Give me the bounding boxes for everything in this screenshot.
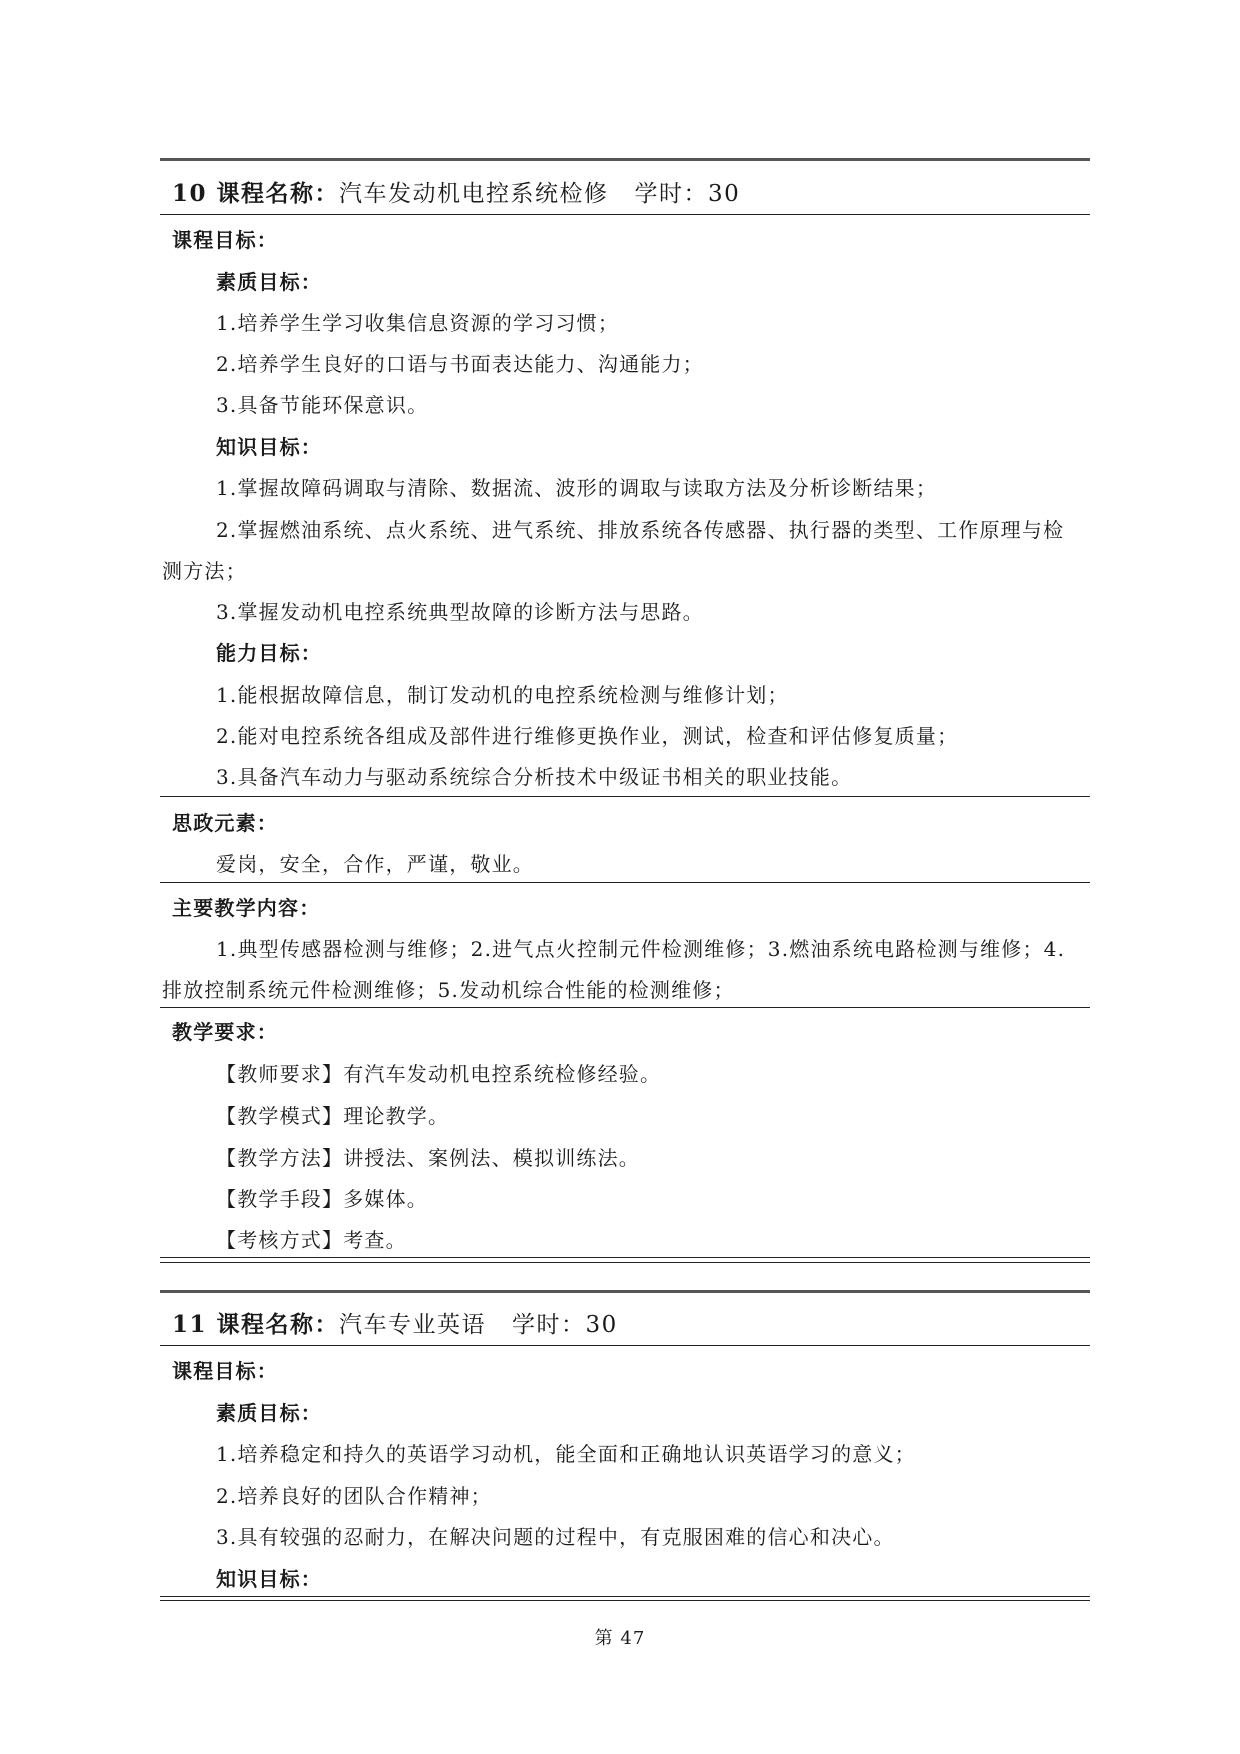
course-10-number-label: 10 课程名称： bbox=[172, 180, 340, 207]
page-number: 第 47 bbox=[594, 1628, 646, 1649]
ability-goal-item: 3.具备汽车动力与驱动系统综合分析技术中级证书相关的职业技能。 bbox=[216, 765, 853, 789]
knowledge-goal-item: 2.掌握燃油系统、点火系统、进气系统、排放系统各传感器、执行器的类型、工作原理与检 bbox=[216, 518, 1065, 542]
teaching-req-item: 【教学方法】讲授法、案例法、模拟训练法。 bbox=[216, 1146, 640, 1170]
knowledge-goals-heading: 知识目标： bbox=[216, 1567, 322, 1591]
content-line: 排放控制系统元件检测维修；5.发动机综合性能的检测维修； bbox=[162, 978, 735, 1002]
quality-goals-heading: 素质目标： bbox=[216, 270, 322, 294]
section-bottom-rule bbox=[160, 1257, 1090, 1258]
divider bbox=[160, 1007, 1090, 1008]
quality-goal-item: 3.具有较强的忍耐力，在解决问题的过程中，有克服困难的信心和决心。 bbox=[216, 1525, 895, 1549]
section-bottom-rule bbox=[160, 1262, 1090, 1263]
knowledge-goal-item: 3.掌握发动机电控系统典型故障的诊断方法与思路。 bbox=[216, 600, 704, 624]
knowledge-goal-item: 1.掌握故障码调取与清除、数据流、波形的调取与读取方法及分析诊断结果； bbox=[216, 476, 938, 500]
quality-goal-item: 1.培养学生学习收集信息资源的学习习惯； bbox=[216, 311, 620, 335]
course-goals-heading: 课程目标： bbox=[172, 1359, 278, 1383]
teaching-req-item: 【教学手段】多媒体。 bbox=[216, 1187, 428, 1211]
quality-goal-item: 3.具备节能环保意识。 bbox=[216, 393, 429, 417]
ability-goal-item: 2.能对电控系统各组成及部件进行维修更换作业，测试，检查和评估修复质量； bbox=[216, 724, 959, 748]
content-heading: 主要教学内容： bbox=[172, 896, 321, 920]
divider bbox=[160, 796, 1090, 797]
teaching-req-heading: 教学要求： bbox=[172, 1020, 278, 1044]
course-10-name: 汽车发动机电控系统检修 bbox=[339, 181, 609, 207]
course-11-name: 汽车专业英语 bbox=[339, 1312, 487, 1338]
quality-goals-heading: 素质目标： bbox=[216, 1401, 322, 1425]
course-11-hours: 学时：30 bbox=[512, 1312, 618, 1338]
teaching-req-item: 【教师要求】有汽车发动机电控系统检修经验。 bbox=[216, 1062, 662, 1086]
divider bbox=[160, 1345, 1090, 1346]
quality-goal-item: 2.培养学生良好的口语与书面表达能力、沟通能力； bbox=[216, 352, 704, 376]
section-bottom-rule bbox=[160, 1600, 1090, 1601]
section-top-rule bbox=[160, 158, 1090, 161]
divider bbox=[160, 882, 1090, 883]
course-10-hours: 学时：30 bbox=[634, 181, 741, 207]
teaching-req-item: 【考核方式】考查。 bbox=[216, 1228, 407, 1252]
divider bbox=[160, 214, 1090, 215]
course-10-title bbox=[0, 178, 1240, 210]
course-11-number-label: 11 课程名称： bbox=[172, 1311, 340, 1338]
content-line: 1.典型传感器检测与维修；2.进气点火控制元件检测维修；3.燃油系统电路检测与维修；4. bbox=[216, 937, 1066, 961]
ability-goal-item: 1.能根据故障信息，制订发动机的电控系统检测与维修计划； bbox=[216, 683, 789, 707]
knowledge-goal-item-cont: 测方法； bbox=[162, 559, 247, 583]
quality-goal-item: 1.培养稳定和持久的英语学习动机，能全面和正确地认识英语学习的意义； bbox=[216, 1442, 916, 1466]
teaching-req-item: 【教学模式】理论教学。 bbox=[216, 1104, 450, 1128]
ideology-heading: 思政元素： bbox=[172, 811, 278, 835]
course-11-title bbox=[0, 1309, 1240, 1341]
section-top-rule bbox=[160, 1290, 1090, 1293]
course-goals-heading: 课程目标： bbox=[172, 228, 278, 252]
ideology-text: 爱岗，安全，合作，严谨，敬业。 bbox=[216, 852, 534, 876]
knowledge-goals-heading: 知识目标： bbox=[216, 435, 322, 459]
ability-goals-heading: 能力目标： bbox=[216, 641, 322, 665]
quality-goal-item: 2.培养良好的团队合作精神； bbox=[216, 1484, 492, 1508]
section-bottom-rule bbox=[160, 1596, 1090, 1597]
